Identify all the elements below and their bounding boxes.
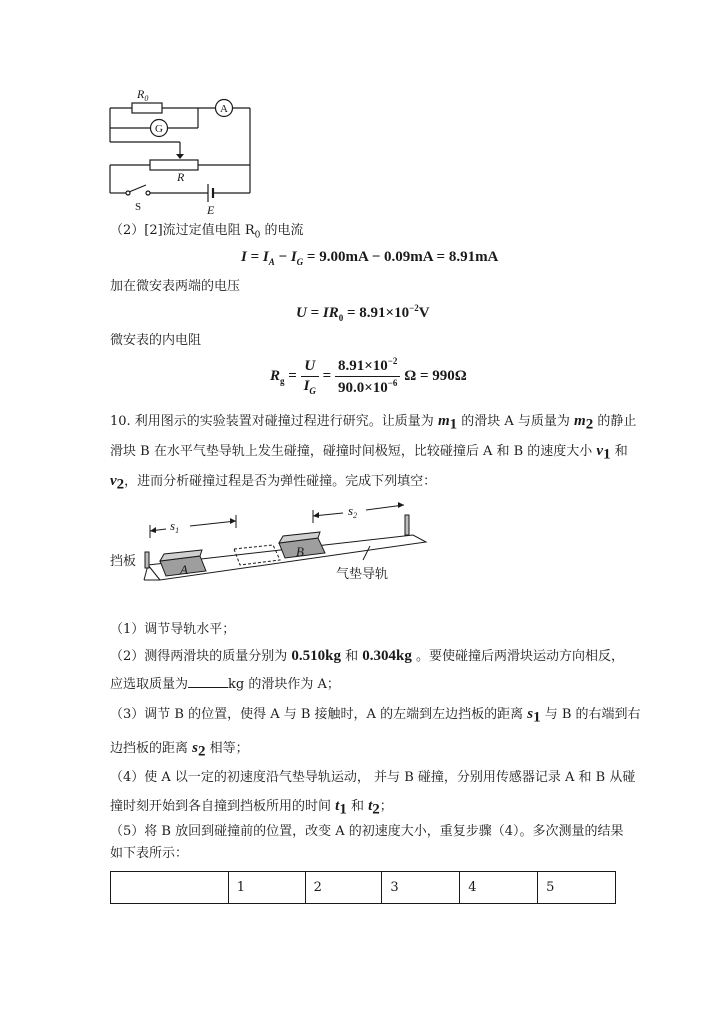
- svg-text:s1: $s_1$: [170, 518, 180, 535]
- step-3-line1: （3）调节 B 的位置，使得 A 与 B 接触时，A 的左端到左边挡板的距离 $s_1$ 与 B 的右端到右: [110, 706, 641, 726]
- svg-text:R0: $R_0$: [137, 87, 149, 103]
- q10-line2: 滑块 B 在水平气垫导轨上发生碰撞，碰撞时间极短，比较碰撞后 A 和 B 的速度大小 $v_1$ 和: [110, 443, 628, 463]
- step-4-line2: 撞时刻开始到各自撞到挡板所用的时间 $t_1$ 和 $t_2$；: [110, 798, 393, 818]
- table-cell: 4: [460, 872, 538, 904]
- svg-text:G: G: [155, 123, 163, 135]
- circuit-diagram: [100, 80, 270, 220]
- step-3-line2: 边挡板的距离 $s_2$ 相等；: [110, 740, 249, 760]
- resistance-label: 微安表的内电阻: [110, 333, 202, 348]
- q10-line3: $v_2$，进而分析碰撞过程是否为弹性碰撞。完成下列填空：: [110, 473, 437, 493]
- q10-line1: 10. 利用图示的实验装置对碰撞过程进行研究。让质量为 $m_1$ 的滑块 A 与质量为 $m_2$ 的静止: [110, 413, 637, 433]
- svg-text:A: A: [220, 103, 228, 115]
- voltage-label: 加在微安表两端的电压: [110, 279, 241, 294]
- equation-voltage: $U = IR_0 = 8.91\times 10^{-2}V$: [296, 303, 430, 323]
- svg-text:s2: $s_2$: [348, 503, 358, 520]
- equation-current: $I = I_A - I_G = 9.00mA - 0.09mA = 8.91mA$: [241, 249, 499, 267]
- table-cell: 5: [538, 872, 616, 904]
- svg-text:B: B: [296, 544, 304, 559]
- part2-intro: （2）[2]流过定值电阻 $R_0$ 的电流: [110, 223, 304, 241]
- resistor-r0: [132, 103, 162, 113]
- step-2-line1: （2）测得两滑块的质量分别为 0.510kg 和 0.304kg 。要使碰撞后两滑块运动方向相反，: [110, 648, 624, 664]
- step-5-line2: 如下表所示：: [110, 846, 189, 861]
- left-baffle: [145, 552, 149, 568]
- answer-blank[interactable]: [188, 674, 228, 688]
- table-row: [111, 872, 616, 904]
- switch-s: [129, 185, 146, 192]
- equation-resistance: $R_g$ = $\frac{U}{I_G}$ = $\frac{8.91\times 10^{-2}}{90.0\times 10^{-6}}$ Ω = 990Ω: [270, 356, 467, 396]
- svg-text:S: S: [135, 201, 142, 213]
- table-cell: 1: [228, 872, 305, 904]
- step-4-line1: （4）使 A 以一定的初速度沿气垫导轨运动， 并与 B 碰撞，分别用传感器记录 A 和 B 从碰: [110, 770, 636, 785]
- svg-text:R: R: [177, 170, 185, 184]
- svg-text:A: A: [180, 562, 188, 577]
- table-cell: 2: [305, 872, 382, 904]
- results-table: [110, 871, 616, 904]
- step-2-line2: 应选取质量为 kg 的滑块作为 A；: [110, 674, 340, 695]
- right-baffle: [405, 515, 409, 535]
- step-1: （1）调节导轨水平；: [110, 622, 236, 637]
- svg-text:E: E: [207, 203, 215, 217]
- table-cell: 3: [382, 872, 460, 904]
- svg-text:挡板: 挡板: [110, 554, 137, 569]
- step-5-line1: （5）将 B 放回到碰撞前的位置，改变 A 的初速度大小，重复步骤（4）。多次测量的结果: [110, 824, 624, 839]
- table-cell: [111, 872, 229, 904]
- svg-text:气垫导轨: 气垫导轨: [336, 567, 389, 582]
- rheostat-r: [150, 160, 198, 170]
- air-track-diagram: [108, 500, 438, 595]
